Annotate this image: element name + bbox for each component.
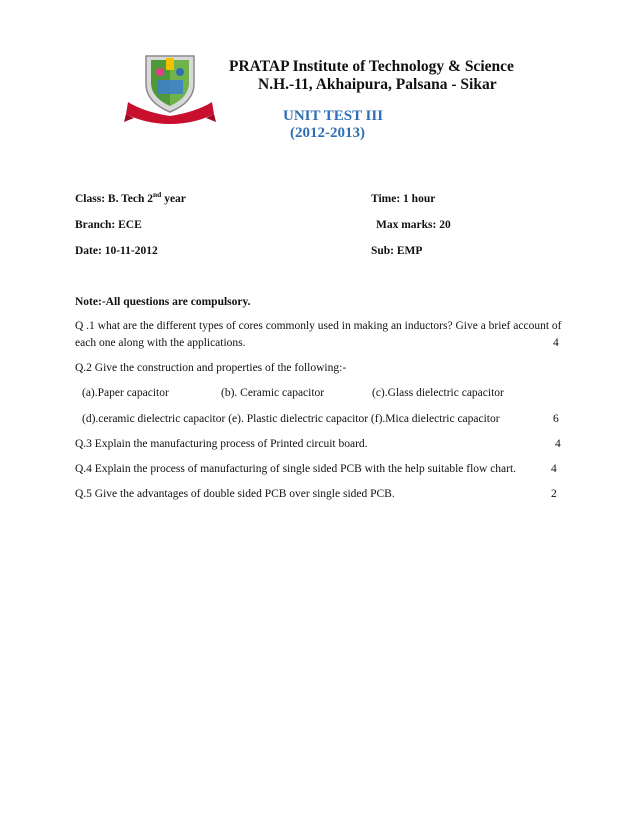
institute-name: PRATAP Institute of Technology & Science (229, 58, 514, 75)
time-info: Time: 1 hour (371, 193, 436, 205)
question-2-option-b: (b). Ceramic capacitor (221, 387, 325, 399)
question-4-marks: 4 (551, 463, 557, 475)
question-1-marks: 4 (553, 337, 559, 349)
date-info: Date: 10-11-2012 (75, 245, 158, 257)
question-2-options-def: (d).ceramic dielectric capacitor (e). Plastic dielectric capacitor (f).Mica dielectric capacitor (82, 413, 500, 425)
question-3: Q.3 Explain the manufacturing process of Printed circuit board. (75, 438, 368, 450)
question-2: Q.2 Give the construction and properties of the following:- (75, 362, 347, 374)
question-1-line-2: each one along with the applications. (75, 337, 246, 349)
branch-info: Branch: ECE (75, 219, 142, 231)
question-2-option-a: (a).Paper capacitor (82, 387, 169, 399)
question-3-marks: 4 (555, 438, 561, 450)
question-2-option-c: (c).Glass dielectric capacitor (372, 387, 504, 399)
question-5: Q.5 Give the advantages of double sided PCB over single sided PCB. (75, 488, 395, 500)
test-title: UNIT TEST III (283, 108, 384, 124)
subject-info: Sub: EMP (371, 245, 423, 257)
max-marks-info: Max marks: 20 (376, 219, 451, 231)
question-2-marks: 6 (553, 413, 559, 425)
question-1-line-1: Q .1 what are the different types of cores commonly used in making an inductors? Give a brief account of (75, 320, 562, 332)
institute-logo (124, 50, 216, 124)
note-text: Note:-All questions are compulsory. (75, 296, 251, 308)
class-info: Class: B. Tech 2nd year (75, 190, 186, 205)
institute-address: N.H.-11, Akhaipura, Palsana - Sikar (258, 76, 497, 93)
question-4: Q.4 Explain the process of manufacturing of single sided PCB with the help suitable flow chart. (75, 463, 517, 475)
test-session: (2012-2013) (290, 125, 365, 141)
question-5-marks: 2 (551, 488, 557, 500)
